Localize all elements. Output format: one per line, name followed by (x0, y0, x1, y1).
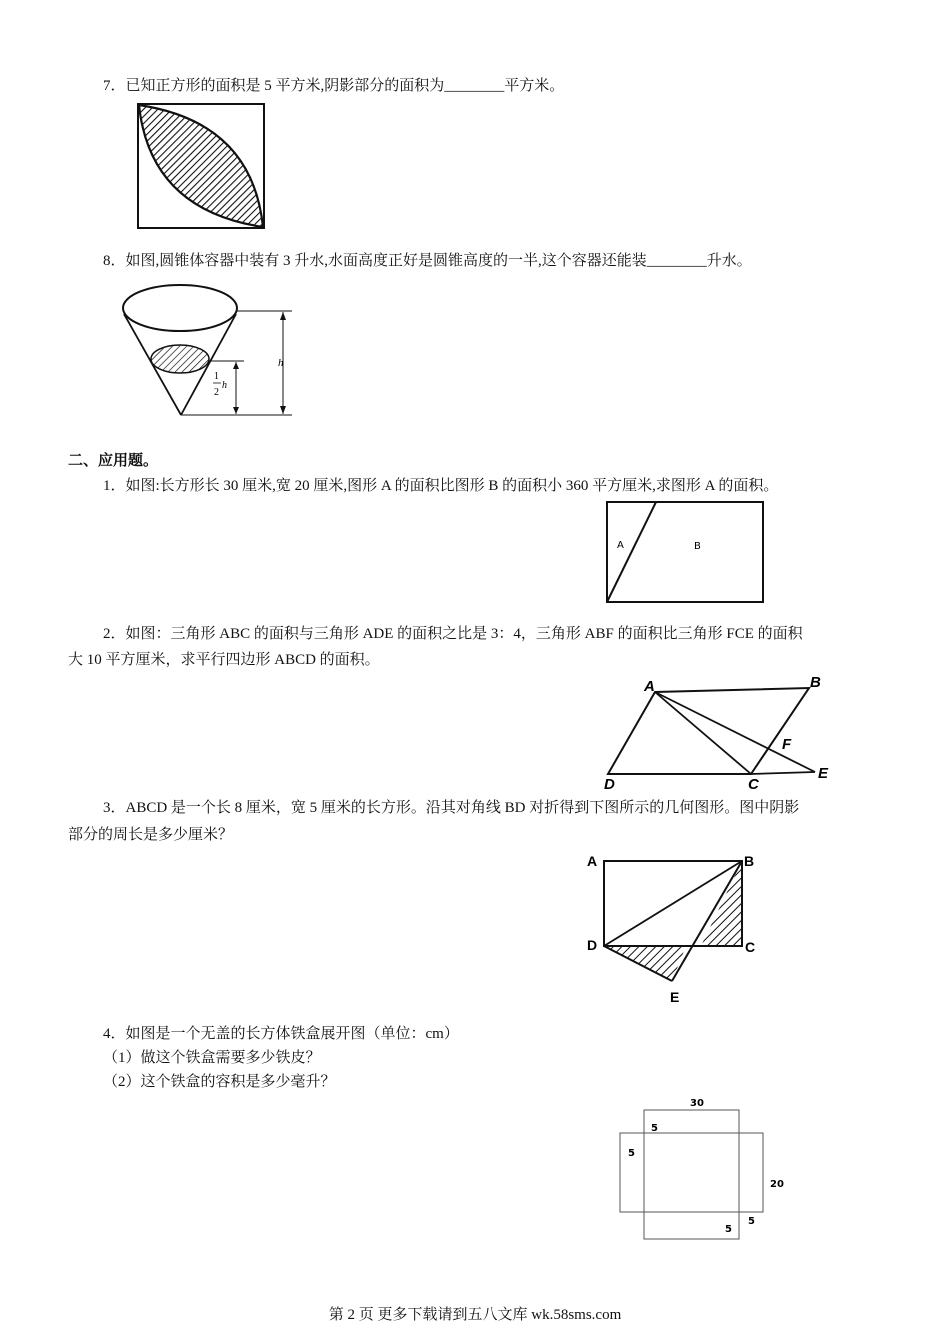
p4-text: 4．如图是一个无盖的长方体铁盒展开图（单位：cm） (103, 1026, 459, 1042)
p3-label-d: D (587, 937, 598, 953)
p4-sub1: （1）做这个铁盒需要多少铁皮？ (103, 1050, 321, 1066)
p3-label-c: C (745, 939, 756, 955)
q8-water-surface (151, 345, 209, 373)
q7-figure (136, 102, 268, 232)
p1-figure (605, 500, 767, 605)
p4-dim-left: 5 (628, 1148, 635, 1159)
p3-label-e: E (670, 989, 680, 1005)
q8-label-half-den: 2 (214, 387, 219, 398)
q8-label-half-h: h (222, 380, 227, 391)
p2-label-b: B (810, 674, 821, 691)
p4-net-top-flap (644, 1110, 739, 1133)
p4-dim-top: 30 (690, 1098, 704, 1109)
p1-divider (607, 502, 656, 602)
q7-shaded-leaf (139, 105, 263, 227)
p2-label-a: A (644, 678, 655, 695)
q8-cone-figure (118, 280, 304, 424)
p2-label-f: F (782, 736, 792, 753)
p4-net-base (644, 1133, 739, 1212)
p4-net-right-flap (739, 1133, 763, 1212)
p2-label-d: D (604, 776, 615, 792)
p3-figure (584, 848, 764, 1008)
p4-net-left-flap (620, 1133, 644, 1212)
p4-sub2: （2）这个铁盒的容积是多少毫升？ (103, 1074, 336, 1090)
p1-text: 1．如图:长方形长 30 厘米,宽 20 厘米,图形 A 的面积比图形 B 的面积小 360 平方厘米,求图形 A 的面积。 (103, 478, 779, 494)
p2-text-line1: 2．如图：三角形 ABC 的面积与三角形 ADE 的面积之比是 3：4，三角形 ABF 的面积比三角形 FCE 的面积 (103, 626, 803, 642)
p2-parallelogram (608, 688, 809, 774)
p4-dim-right: 20 (770, 1179, 784, 1190)
p4-net-figure (612, 1094, 792, 1244)
q8-label-h: h (278, 357, 284, 369)
p3-text-line2: 部分的周长是多少厘米？ (68, 827, 234, 843)
page-footer: 第 2 页 更多下载请到五八文库 wk.58sms.com (328, 1307, 622, 1323)
section-heading: 二、应用题。 (68, 453, 159, 469)
p2-label-c: C (748, 776, 759, 792)
p4-dim-bottom-inner: 5 (725, 1224, 732, 1235)
q8-label-half-num: 1 (214, 371, 219, 382)
p2-label-e: E (818, 765, 829, 782)
q8-cone-top (123, 285, 237, 331)
p3-label-b: B (744, 853, 755, 869)
q7-text: 7．已知正方形的面积是 5 平方米,阴影部分的面积为________平方米。 (103, 78, 565, 94)
p2-figure (598, 672, 838, 792)
p1-label-a: A (617, 540, 624, 551)
p1-label-b: B (694, 541, 701, 552)
p4-dim-top-left: 5 (651, 1123, 658, 1134)
p4-dim-bottom-right: 5 (748, 1216, 755, 1227)
q8-text: 8．如图,圆锥体容器中装有 3 升水,水面高度正好是圆锥高度的一半,这个容器还能装________升水。 (103, 253, 752, 269)
p3-label-a: A (587, 853, 598, 869)
p3-text-line1: 3．ABCD 是一个长 8 厘米，宽 5 厘米的长方形。沿其对角线 BD 对折得到下图所示的几何图形。图中阴影 (103, 800, 800, 816)
p2-text-line2: 大 10 平方厘米，求平行四边形 ABCD 的面积。 (68, 652, 380, 668)
